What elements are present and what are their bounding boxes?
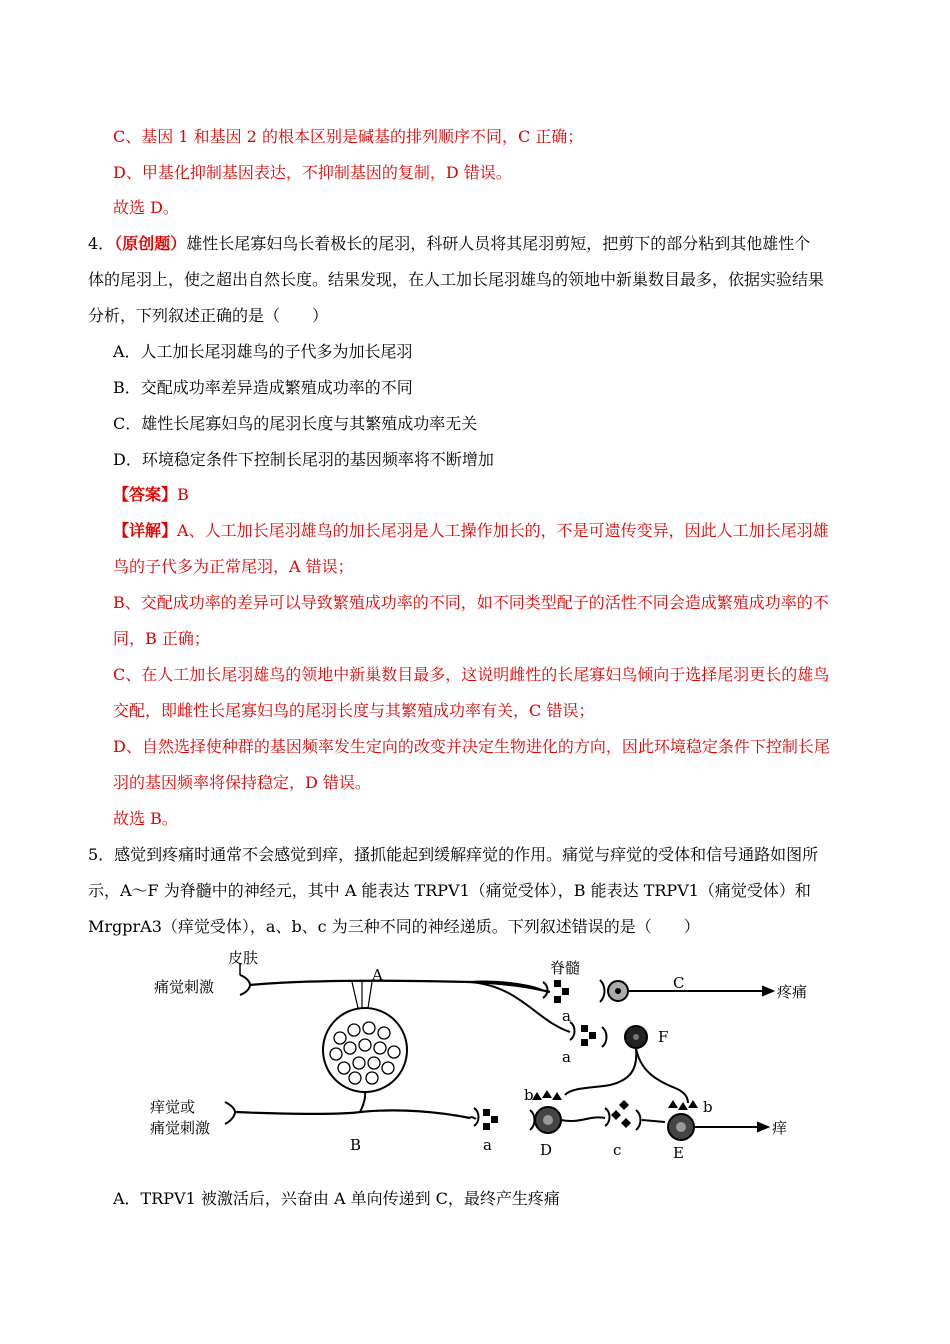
label-neuron-f: F xyxy=(658,1028,669,1046)
prev-answer-choice: 故选 D。 xyxy=(113,198,179,217)
synapse-d-e xyxy=(605,1108,610,1126)
label-neuron-c: C xyxy=(673,974,685,992)
neuron-f-axon-e xyxy=(636,1048,688,1103)
q4-detail-text-1: A、人工加长尾羽雄鸟的加长尾羽是人工操作加长的，不是可遗传变异，因此人工加长尾羽雄 xyxy=(177,521,829,540)
label-transmitter-b-1: b xyxy=(524,1086,534,1104)
q4-detail-line-6: 交配，即雌性长尾寡妇鸟的尾羽长度与其繁殖成功率有关，C 错误； xyxy=(113,701,595,720)
q4-option-b: B．交配成功率差异造成繁殖成功率的不同 xyxy=(113,378,413,397)
q4-detail-line-4: 同，B 正确； xyxy=(113,629,210,648)
q5-stem-line-1: 5．感觉到疼痛时通常不会感觉到痒，搔抓能起到缓解痒觉的作用。痛觉与痒觉的受体和信号通路如图所 xyxy=(88,845,819,864)
label-transmitter-c: c xyxy=(613,1141,622,1159)
label-itch-stimulus-2: 痛觉刺激 xyxy=(150,1119,211,1137)
label-neuron-a: A xyxy=(372,966,383,984)
label-neuron-e: E xyxy=(673,1144,684,1162)
prev-answer-line-d: D、甲基化抑制基因表达，不抑制基因的复制，D 错误。 xyxy=(113,163,512,182)
q4-detail-line-2: 鸟的子代多为正常尾羽，A 错误； xyxy=(113,557,354,576)
label-itch-stimulus-1: 痒觉或 xyxy=(150,1098,196,1116)
neuron-a-branch xyxy=(470,982,570,1032)
q4-stem-line-3: 分析，下列叙述正确的是（ ） xyxy=(88,306,329,325)
neuron-f-axon-d xyxy=(565,1048,636,1095)
prev-answer-line-c: C、基因 1 和基因 2 的根本区别是碱基的排列顺序不同，C 正确； xyxy=(113,127,584,146)
q4-choice: 故选 B。 xyxy=(113,809,178,828)
synapse-b-d xyxy=(474,1108,479,1126)
q5-stem-line-2: 示，A～F 为脊髓中的神经元，其中 A 能表达 TRPV1（痛觉受体），B 能表达 TRPV1（痛觉受体）和 xyxy=(88,881,811,900)
q4-option-c: C．雄性长尾寡妇鸟的尾羽长度与其繁殖成功率无关 xyxy=(113,414,478,433)
label-transmitter-a-3: a xyxy=(483,1136,492,1154)
q4-detail-line-8: 羽的基因频率将保持稳定，D 错误。 xyxy=(113,773,371,792)
label-pain-output: 疼痛 xyxy=(777,983,808,1001)
q5-option-a: A．TRPV1 被激活后，兴奋由 A 单向传递到 C，最终产生疼痛 xyxy=(113,1189,560,1208)
label-neuron-d: D xyxy=(540,1141,553,1159)
q4-option-d: D．环境稳定条件下控制长尾羽的基因频率将不断增加 xyxy=(113,450,494,469)
label-transmitter-a-1: a xyxy=(562,1007,571,1025)
q4-stem-line-2: 体的尾羽上，使之超出自然长度。结果发现，在人工加长尾羽雄鸟的领地中新巢数目最多，依据实验结果 xyxy=(88,270,825,289)
q4-stem-text-1: 雄性长尾寡妇鸟长着极长的尾羽，科研人员将其尾羽剪短，把剪下的部分粘到其他雄性个 xyxy=(186,234,811,253)
q4-number: 4． xyxy=(88,234,115,253)
neuron-b-axon xyxy=(235,1110,470,1118)
q4-detail-line-1 xyxy=(113,520,829,542)
label-itch-output: 痒 xyxy=(772,1119,788,1137)
q4-answer-label: 【答案】 xyxy=(113,485,178,504)
label-spinal-cord: 脊髓 xyxy=(550,959,581,977)
q4-detail-line-3: B、交配成功率的差异可以导致繁殖成功率的不同，如不同类型配子的活性不同会造成繁殖成功率的不 xyxy=(113,593,829,612)
label-pain-stimulus: 痛觉刺激 xyxy=(154,978,215,996)
q4-tag: （原创题） xyxy=(114,234,187,253)
q4-option-a: A．人工加长尾羽雄鸟的子代多为加长尾羽 xyxy=(113,342,413,361)
q4-stem-line-1 xyxy=(88,233,810,255)
label-transmitter-a-2: a xyxy=(562,1048,571,1066)
q4-detail-line-5: C、在人工加长尾羽雄鸟的领地中新巢数目最多，这说明雌性的长尾寡妇鸟倾向于选择尾羽更长的雄鸟 xyxy=(113,665,830,684)
skin-receptor-bottom xyxy=(225,1102,235,1124)
q4-answer xyxy=(113,484,189,506)
skin-receptor-top xyxy=(240,975,250,995)
ganglion-cluster xyxy=(323,1008,407,1092)
q4-detail-line-7: D、自然选择使种群的基因频率发生定向的改变并决定生物进化的方向，因此环境稳定条件下控制长尾 xyxy=(113,737,830,756)
label-transmitter-b-2: b xyxy=(703,1098,713,1116)
label-skin: 皮肤 xyxy=(228,950,259,967)
q4-detail-label: 【详解】 xyxy=(113,521,178,540)
q5-stem-line-3: MrgprA3（痒觉受体），a、b、c 为三种不同的神经递质。下列叙述错误的是（ ） xyxy=(88,917,700,936)
neuron-d-axon xyxy=(561,1117,605,1121)
q4-answer-value: B xyxy=(177,485,189,504)
label-neuron-b: B xyxy=(350,1136,362,1154)
neural-pathway-diagram xyxy=(140,950,820,1165)
